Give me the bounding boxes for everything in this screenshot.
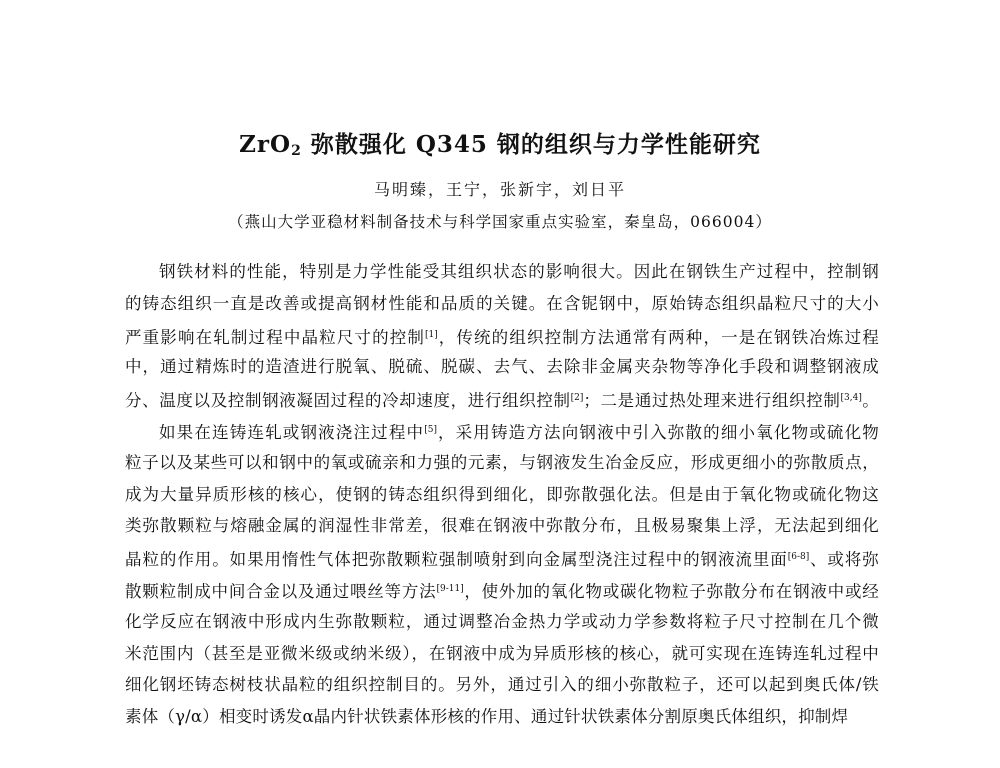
citation: [6-8]	[787, 552, 810, 563]
body-line	[125, 447, 879, 479]
body-line	[125, 415, 879, 447]
body-line	[125, 606, 879, 638]
line-text: 米范围内（甚至是亚微米级或纳米级），在钢液中成为异质形核的核心，就可实现在连铸连轧过程中	[125, 643, 879, 663]
paper-authors: 马明臻，王宁，张新宇，刘日平	[373, 180, 626, 199]
body-line	[125, 701, 879, 733]
paper-title	[0, 126, 1000, 159]
body-line	[125, 256, 879, 288]
body-line	[125, 638, 879, 670]
title-subscript: 2	[291, 143, 302, 159]
line-text: 散颗粒制成中间合金以及通过喂丝等方法	[125, 581, 437, 601]
body-line	[125, 574, 879, 606]
line-text: 。	[861, 391, 879, 411]
paper-affiliation: （燕山大学亚稳材料制备技术与科学国家重点实验室，秦皇岛，066004）	[228, 213, 772, 231]
citation: [3,4]	[840, 393, 862, 404]
body-line	[125, 669, 879, 701]
body-line	[125, 383, 879, 415]
line-text: ，传统的组织控制方法通常有两种，一是在钢铁冶炼过程	[437, 327, 879, 347]
citation: [2]	[570, 393, 584, 404]
line-text: 如果在连铸连轧或钢液浇注过程中	[159, 422, 425, 442]
line-text: 钢铁材料的性能，特别是力学性能受其组织状态的影响很大。因此在钢铁生产过程中，控制钢	[159, 262, 879, 281]
line-text: ，采用铸造方法向钢液中引入弥散的细小氧化物或硫化物	[436, 422, 879, 442]
line-text: 细化钢坯铸态树枝状晶粒的组织控制目的。另外，通过引入的细小弥散粒子，还可以起到奥氏体/铁	[125, 675, 879, 695]
citation: [5]	[424, 424, 437, 435]
citation: [1]	[425, 329, 438, 340]
line-text: 类弥散颗粒与熔融金属的润湿性非常差，很难在钢液中弥散分布，且极易聚集上浮，无法起到细化	[125, 516, 879, 536]
body-line	[125, 288, 879, 320]
line-text: 素体（γ/α）相变时诱发α晶内针状铁素体形核的作用、通过针状铁素体分割原奥氏体组织，抑制焊	[125, 707, 849, 727]
line-text: 严重影响在轧制过程中晶粒尺寸的控制	[125, 327, 426, 347]
line-text: 中，通过精炼时的造渣进行脱氧、脱硫、脱碳、去气、去除非金属夹杂物等净化手段和调整钢液成	[125, 357, 879, 377]
line-text: 化学反应在钢液中形成内生弥散颗粒，通过调整冶金热力学或动力学参数将粒子尺寸控制在几个微	[125, 611, 879, 631]
line-text: 、或将弥	[809, 550, 879, 570]
line-text: 粒子以及某些可以和钢中的氧或硫亲和力强的元素，与钢液发生冶金反应，形成更细小的弥散质点，	[125, 452, 879, 472]
body-line	[125, 510, 879, 542]
body-line	[125, 542, 879, 574]
line-text: 分、温度以及控制钢液凝固过程的冷却速度，进行组织控制	[125, 391, 571, 411]
line-text: ；二是通过热处理来进行组织控制	[583, 391, 841, 411]
body-line	[125, 351, 879, 383]
line-text: 的铸态组织一直是改善或提高钢材性能和品质的关键。在含铌钢中，原始铸态组织晶粒尺寸的大小	[125, 293, 879, 313]
body-line	[125, 320, 879, 352]
title-formula: ZrO	[239, 131, 292, 158]
body-line	[125, 479, 879, 511]
title-text: 弥散强化 Q345 钢的组织与力学性能研究	[301, 131, 761, 158]
line-text: ，使外加的氧化物或碳化物粒子弥散分布在钢液中或经	[463, 581, 879, 601]
paper-body	[125, 256, 879, 733]
citation: [9-11]	[436, 583, 464, 594]
line-text: 晶粒的作用。如果用惰性气体把弥散颗粒强制喷射到向金属型浇注过程中的钢液流里面	[125, 550, 788, 570]
line-text: 成为大量异质形核的核心，使钢的铸态组织得到细化，即弥散强化法。但是由于氧化物或硫化物这	[125, 484, 879, 504]
